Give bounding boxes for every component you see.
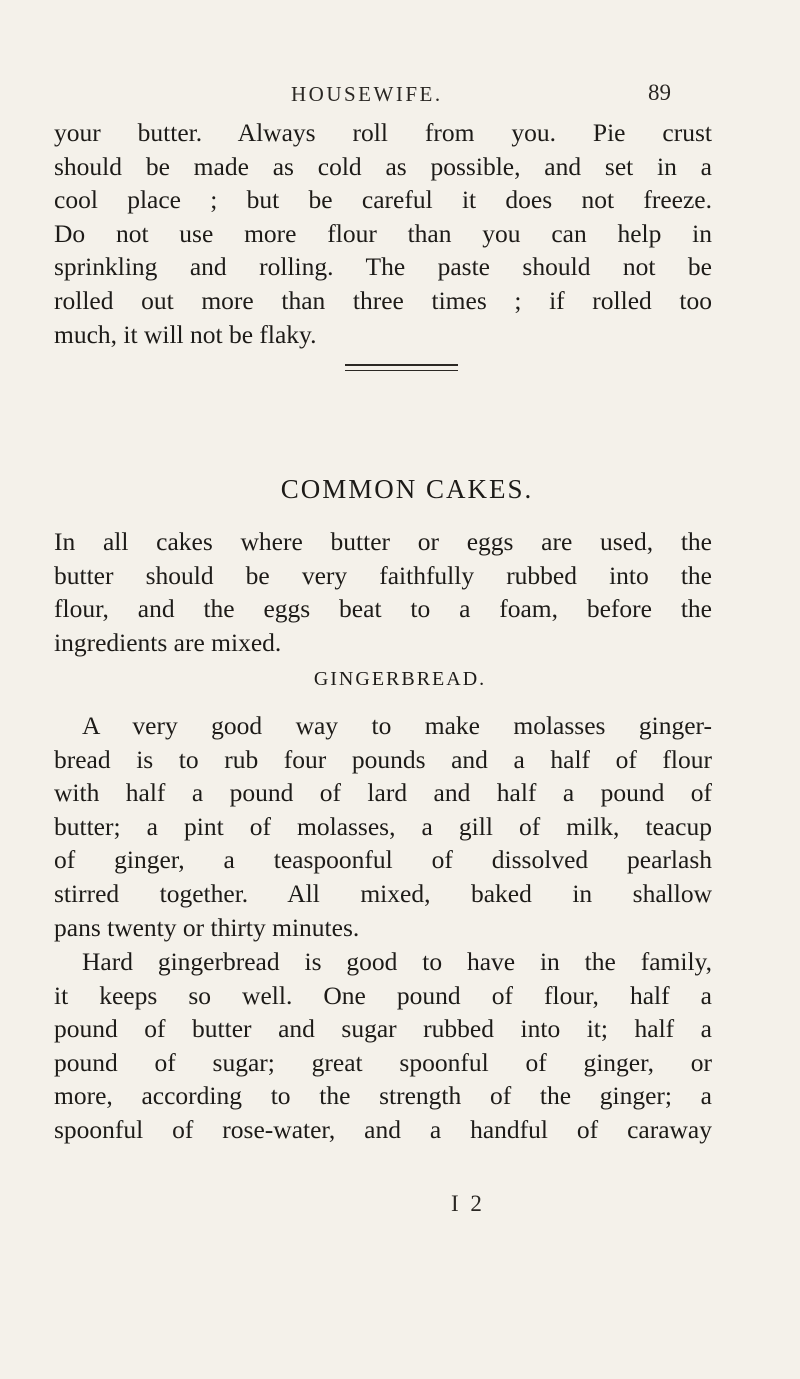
text-line: cool place ; but be careful it does not freeze. — [54, 185, 712, 215]
text-line: it keeps so well. One pound of flour, half a — [54, 980, 712, 1010]
text-line: Do not use more flour than you can help in — [54, 218, 712, 248]
page-number: 89 — [648, 80, 671, 105]
text-line: rolled out more than three times ; if rolled too — [54, 285, 712, 315]
text-line: pound of sugar; great spoonful of ginger, or — [54, 1047, 712, 1077]
gingerbread-paragraph-1 — [54, 709, 712, 944]
text-line: more, according to the strength of the ginger; a — [54, 1081, 712, 1111]
page-header — [0, 82, 800, 112]
text-line: In all cakes where butter or eggs are used, the — [54, 527, 712, 556]
text-line: should be made as cold as possible, and set in a — [54, 151, 712, 181]
text-line: bread is to rub four pounds and a half of flour — [54, 744, 712, 774]
text-line: pound of butter and sugar rubbed into it; half a — [54, 1014, 712, 1044]
text-line: pans twenty or thirty minutes. — [54, 912, 360, 942]
intro-paragraph — [54, 116, 712, 351]
text-line: your butter. Always roll from you. Pie crust — [54, 118, 712, 147]
text-line: ingredients are mixed. — [54, 627, 282, 657]
text-line: Hard gingerbread is good to have in the family, — [82, 947, 712, 976]
section-title: COMMON CAKES. — [280, 474, 534, 504]
signature-mark: I 2 — [451, 1191, 485, 1216]
gingerbread-title: GINGERBREAD. — [313, 668, 487, 690]
section-divider-rule — [345, 364, 458, 366]
text-line: flour, and the eggs beat to a foam, before the — [54, 594, 712, 624]
text-line: butter; a pint of molasses, a gill of milk, teacup — [54, 811, 712, 841]
common-cakes-paragraph — [54, 525, 712, 659]
text-line: with half a pound of lard and half a pound of — [54, 778, 712, 808]
text-line: stirred together. All mixed, baked in shallow — [54, 878, 712, 908]
running-head: HOUSEWIFE. — [291, 82, 443, 106]
gingerbread-paragraph-2 — [54, 945, 712, 1147]
text-line: of ginger, a teaspoonful of dissolved pearlash — [54, 845, 712, 875]
section-divider-rule-thin — [345, 370, 458, 371]
text-line: sprinkling and rolling. The paste should not be — [54, 252, 712, 282]
text-line: much, it will not be flaky. — [54, 319, 317, 349]
text-line: butter should be very faithfully rubbed into the — [54, 560, 712, 590]
text-line: A very good way to make molasses ginger- — [82, 711, 712, 740]
text-line: spoonful of rose-water, and a handful of caraway — [54, 1114, 712, 1144]
